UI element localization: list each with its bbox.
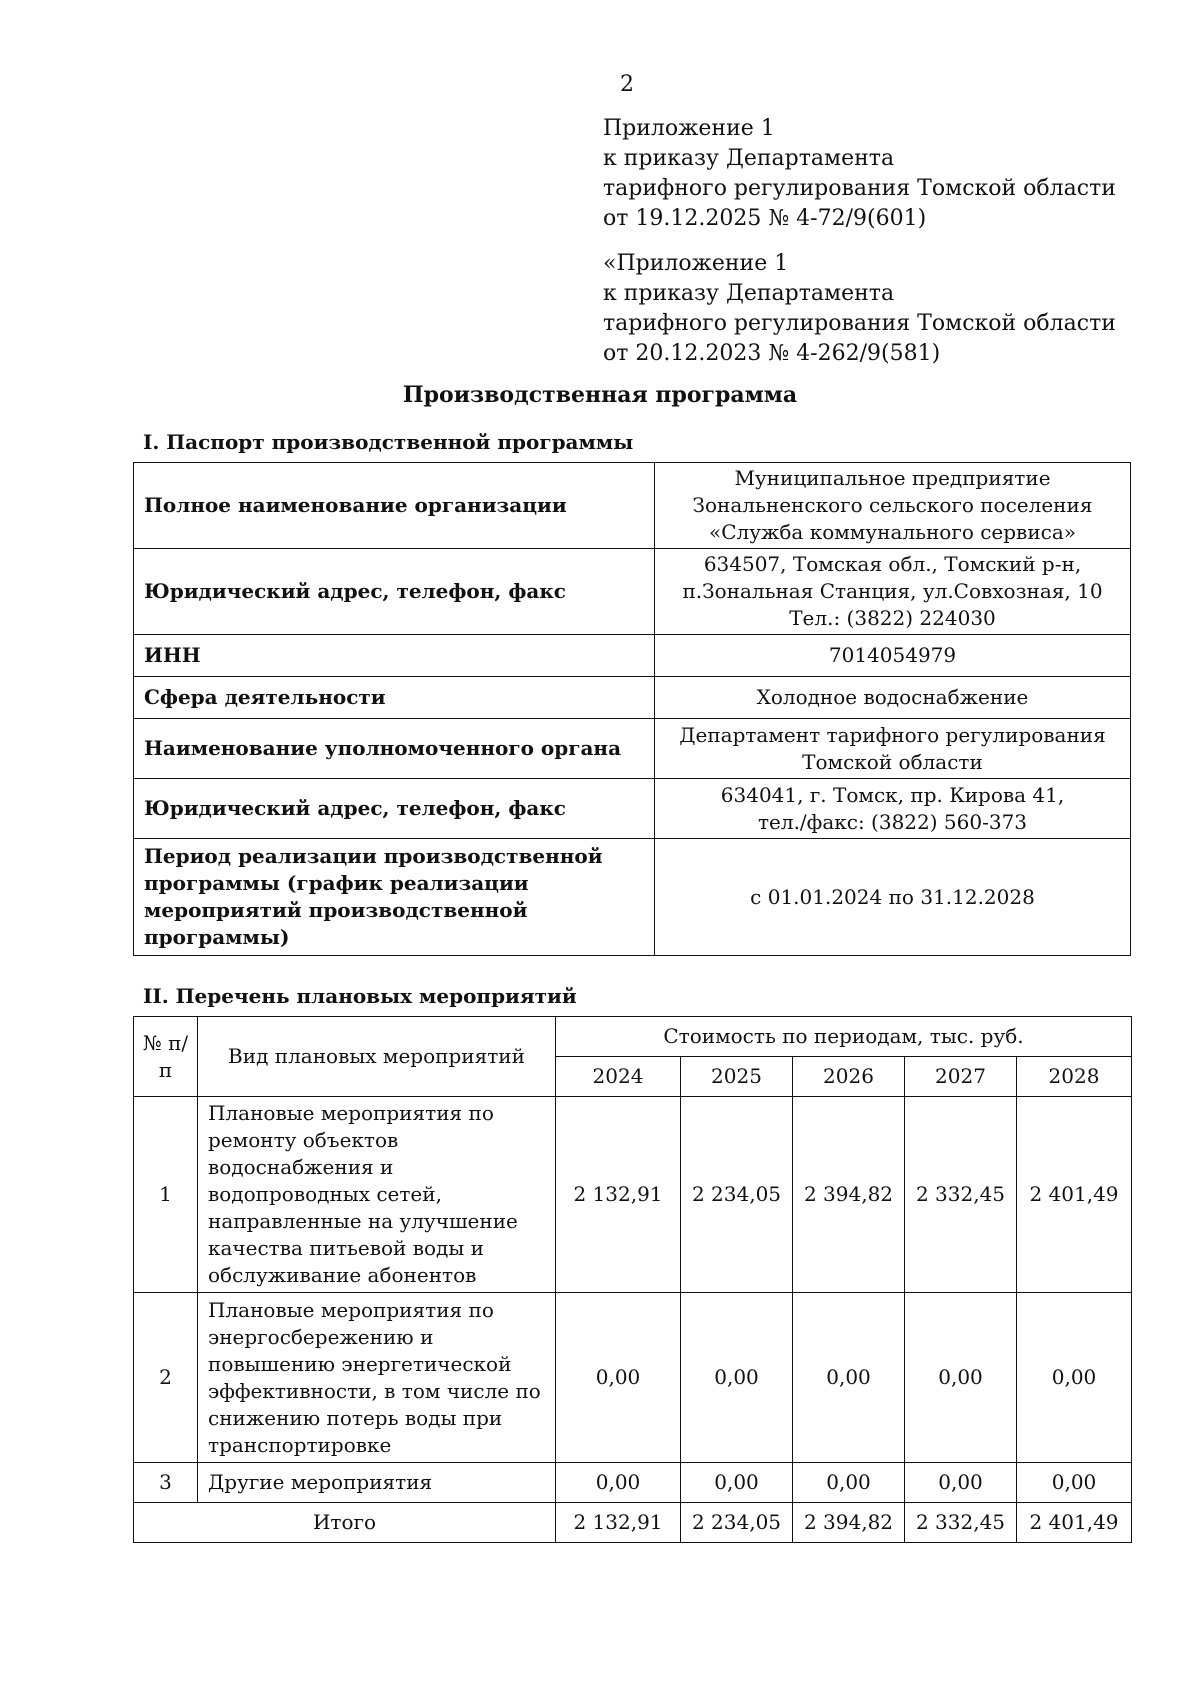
- row-value: 0,00: [1017, 1463, 1132, 1503]
- passport-label: Полное наименование организации: [134, 463, 655, 549]
- passport-label: Период реализации производственной программы (график реализации мероприятий производственной программы): [134, 839, 655, 956]
- row-value: 0,00: [905, 1293, 1017, 1463]
- row-value: 0,00: [681, 1293, 793, 1463]
- page-number: 2: [620, 72, 634, 97]
- value-line: 634041, г. Томск, пр. Кирова 41,: [720, 782, 1065, 807]
- total-label: Итого: [134, 1503, 556, 1543]
- value-line: 634507, Томская обл., Томский р-н,: [703, 552, 1082, 576]
- value-line: п.Зональная Станция, ул.Совхозная, 10: [682, 579, 1103, 603]
- appendix-reference-current: [603, 114, 1123, 234]
- passport-label: Юридический адрес, телефон, факс: [134, 549, 655, 635]
- row-value: 0,00: [905, 1463, 1017, 1503]
- total-value: 2 332,45: [905, 1503, 1017, 1543]
- row-value: 0,00: [1017, 1293, 1132, 1463]
- appendix-line: «Приложение 1: [603, 251, 789, 276]
- row-num: 1: [134, 1097, 198, 1293]
- row-name: Плановые мероприятия по ремонту объектов водоснабжения и водопроводных сетей, направленные на улучшение качества питьевой воды и обслуживание абонентов: [198, 1097, 556, 1293]
- passport-value: [655, 463, 1131, 549]
- section-title-passport: I. Паспорт производственной программы: [143, 430, 634, 454]
- total-value: 2 401,49: [1017, 1503, 1132, 1543]
- row-value: 2 234,05: [681, 1097, 793, 1293]
- appendix-line: к приказу Департамента: [603, 146, 895, 171]
- row-value: 0,00: [556, 1293, 681, 1463]
- value-line: Тел.: (3822) 224030: [789, 606, 996, 630]
- header-year: 2027: [905, 1057, 1017, 1097]
- total-value: 2 132,91: [556, 1503, 681, 1543]
- passport-value: [655, 635, 1131, 677]
- total-value: 2 234,05: [681, 1503, 793, 1543]
- header-year: 2026: [793, 1057, 905, 1097]
- header-num: № п/п: [134, 1017, 198, 1097]
- row-value: 2 401,49: [1017, 1097, 1132, 1293]
- value-line: Зональненского сельского поселения: [692, 493, 1093, 517]
- appendix-line: к приказу Департамента: [603, 281, 895, 306]
- table-row: [134, 463, 1131, 549]
- table-row: [134, 549, 1131, 635]
- row-value: 0,00: [681, 1463, 793, 1503]
- passport-value: [655, 839, 1131, 956]
- row-value: 2 332,45: [905, 1097, 1017, 1293]
- row-name: Другие мероприятия: [198, 1463, 556, 1503]
- total-value: 2 394,82: [793, 1503, 905, 1543]
- row-name: Плановые мероприятия по энергосбережению и повышению энергетической эффективности, в том числе по снижению потерь воды при транспортировке: [198, 1293, 556, 1463]
- passport-label: Сфера деятельности: [134, 677, 655, 719]
- row-value: 0,00: [556, 1463, 681, 1503]
- passport-table: [133, 462, 1131, 956]
- row-value: 0,00: [793, 1463, 905, 1503]
- value-line: Департамент тарифного регулирования: [679, 722, 1106, 747]
- table-row: [134, 779, 1131, 839]
- table-total-row: [134, 1503, 1132, 1543]
- header-cost: Стоимость по периодам, тыс. руб.: [556, 1017, 1132, 1057]
- header-year: 2028: [1017, 1057, 1132, 1097]
- row-num: 2: [134, 1293, 198, 1463]
- value-line: Томской области: [802, 749, 983, 774]
- table-header-row: [134, 1017, 1132, 1057]
- passport-value: [655, 549, 1131, 635]
- header-year: 2024: [556, 1057, 681, 1097]
- table-row: [134, 677, 1131, 719]
- value-line: тел./факс: (3822) 560-373: [757, 809, 1028, 834]
- header-year: 2025: [681, 1057, 793, 1097]
- document-title: Производственная программа: [402, 382, 798, 408]
- value-line: Холодное водоснабжение: [756, 685, 1029, 709]
- row-value: 2 132,91: [556, 1097, 681, 1293]
- table-row: [134, 839, 1131, 956]
- appendix-line: тарифного регулирования Томской области: [603, 311, 1116, 336]
- events-table: [133, 1016, 1132, 1543]
- passport-value: [655, 677, 1131, 719]
- value-line: «Служба коммунального сервиса»: [708, 520, 1077, 544]
- passport-label: ИНН: [134, 635, 655, 677]
- header-kind: Вид плановых мероприятий: [198, 1017, 556, 1097]
- row-value: 2 394,82: [793, 1097, 905, 1293]
- row-num: 3: [134, 1463, 198, 1503]
- appendix-line: от 20.12.2023 № 4-262/9(581): [603, 341, 941, 366]
- row-value: 0,00: [793, 1293, 905, 1463]
- table-row: [134, 1293, 1132, 1463]
- passport-label: Наименование уполномоченного органа: [134, 719, 655, 779]
- passport-value: [655, 719, 1131, 779]
- value-line: Муниципальное предприятие: [734, 466, 1051, 490]
- appendix-line: Приложение 1: [603, 116, 775, 141]
- appendix-line: от 19.12.2025 № 4-72/9(601): [603, 206, 927, 231]
- passport-value: [655, 779, 1131, 839]
- table-row: [134, 635, 1131, 677]
- passport-label: Юридический адрес, телефон, факс: [134, 779, 655, 839]
- value-line: с 01.01.2024 по 31.12.2028: [750, 884, 1035, 909]
- value-line: 7014054979: [828, 643, 957, 667]
- section-title-events: II. Перечень плановых мероприятий: [143, 984, 577, 1008]
- table-row: [134, 1463, 1132, 1503]
- appendix-reference-original: [603, 249, 1123, 369]
- table-row: [134, 719, 1131, 779]
- appendix-line: тарифного регулирования Томской области: [603, 176, 1116, 201]
- table-row: [134, 1097, 1132, 1293]
